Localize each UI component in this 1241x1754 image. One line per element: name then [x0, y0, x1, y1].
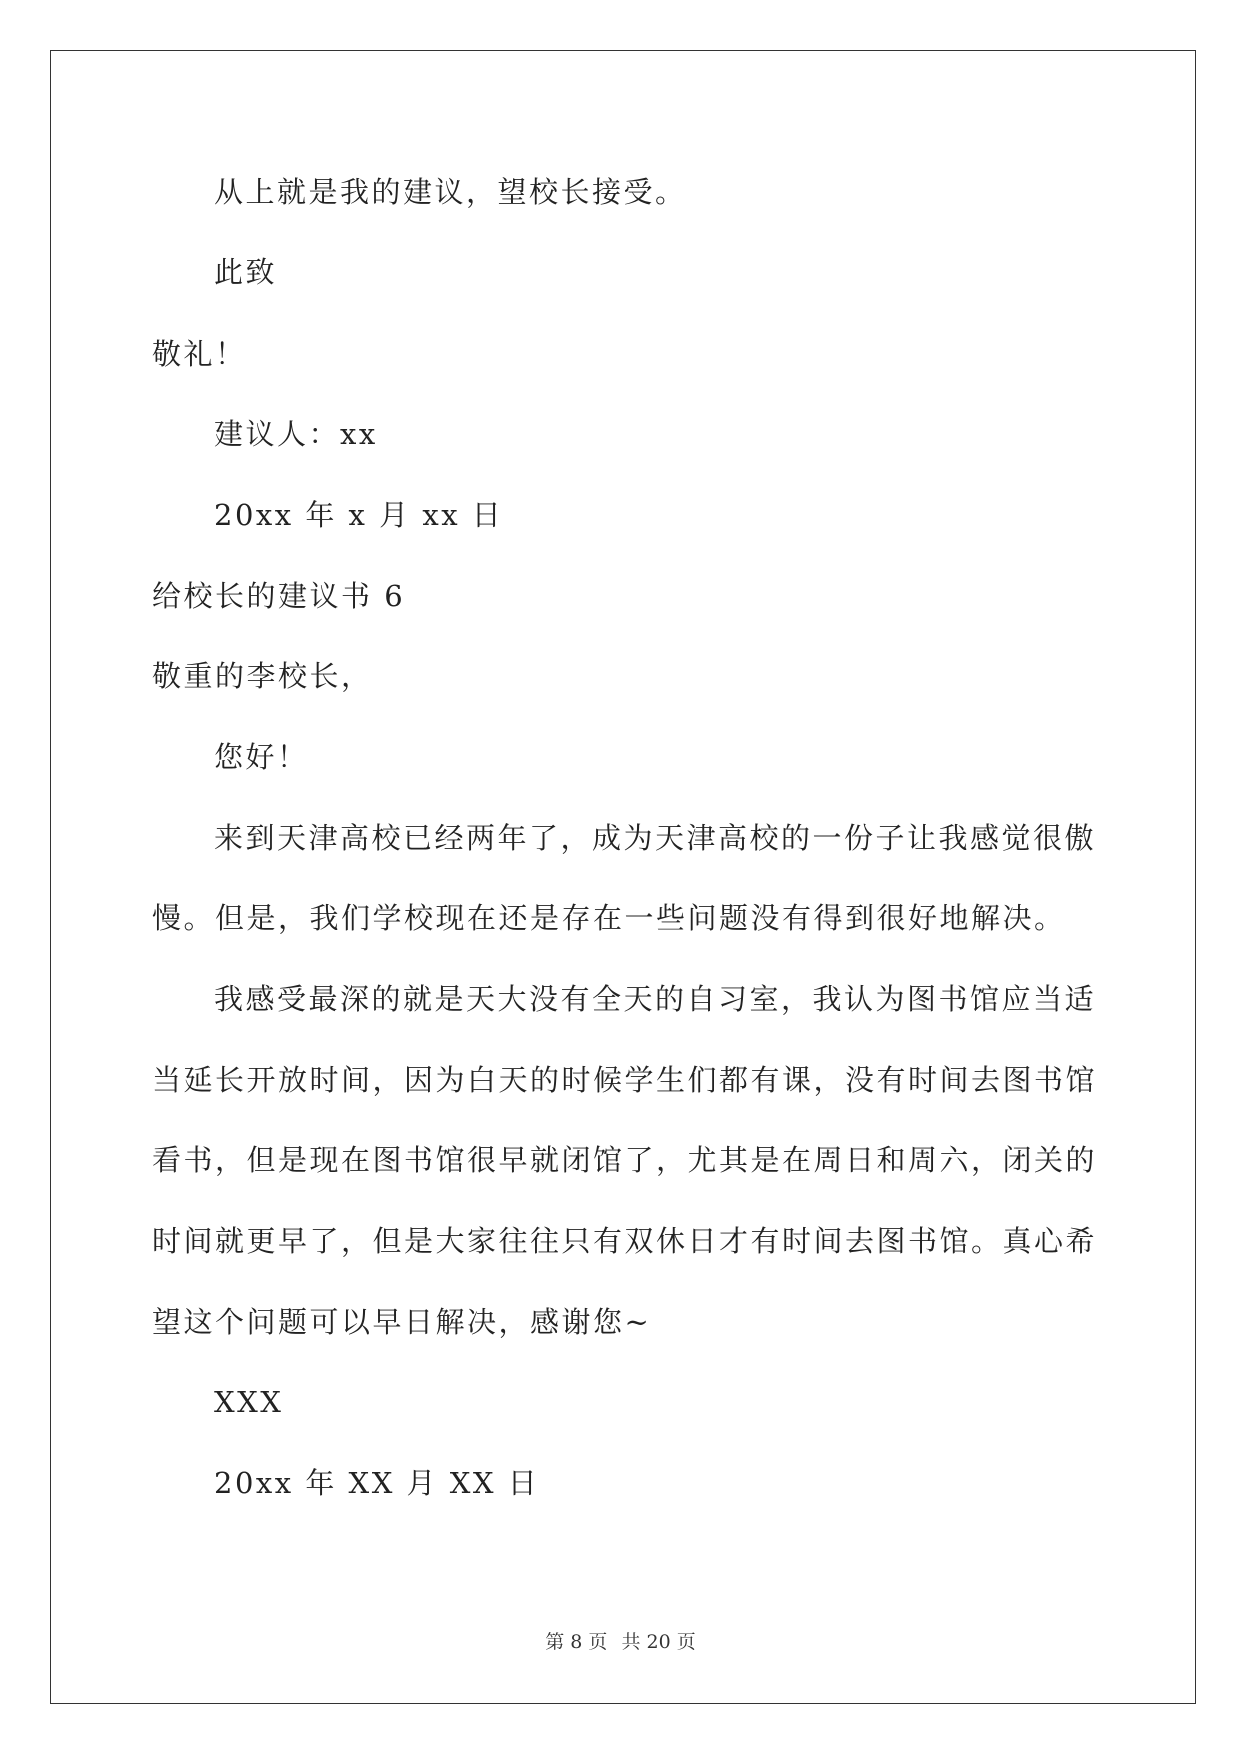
current-page-number: 第 8 页 [545, 1631, 608, 1653]
paragraph-line: 时间就更早了，但是大家往往只有双休日才有时间去图书馆。真心希 [152, 1224, 1098, 1258]
paragraph-line: 望这个问题可以早日解决，感谢您~ [152, 1305, 652, 1339]
salutation-jingli: 敬礼！ [152, 337, 247, 371]
section-heading: 给校长的建议书 6 [152, 579, 406, 613]
page-border [50, 50, 1196, 1704]
letter-addressee: 敬重的李校长， [152, 659, 373, 693]
letter-greeting: 您好！ [214, 740, 309, 774]
paragraph-line: 来到天津高校已经两年了，成为天津高校的一份子让我感觉很傲 [214, 821, 1097, 855]
page-footer [0, 1630, 1241, 1654]
paragraph-line: 看书，但是现在图书馆很早就闭馆了，尤其是在周日和周六，闭关的 [152, 1143, 1098, 1177]
paragraph-line: 当延长开放时间，因为白天的时候学生们都有课，没有时间去图书馆 [152, 1063, 1098, 1097]
salutation-cizhi: 此致 [214, 255, 278, 289]
paragraph-line: 慢。但是，我们学校现在还是存在一些问题没有得到很好地解决。 [152, 901, 1066, 935]
signature-date: 20xx 年 x 月 xx 日 [214, 498, 504, 532]
closing-sentence: 从上就是我的建议，望校长接受。 [214, 175, 687, 209]
total-page-count: 共 20 页 [621, 1631, 696, 1653]
letter-signature: XXX [214, 1385, 284, 1419]
letter-date: 20xx 年 XX 月 XX 日 [214, 1466, 540, 1500]
signature-proposer: 建议人：xx [214, 417, 378, 451]
paragraph-line: 我感受最深的就是天大没有全天的自习室，我认为图书馆应当适 [214, 982, 1097, 1016]
